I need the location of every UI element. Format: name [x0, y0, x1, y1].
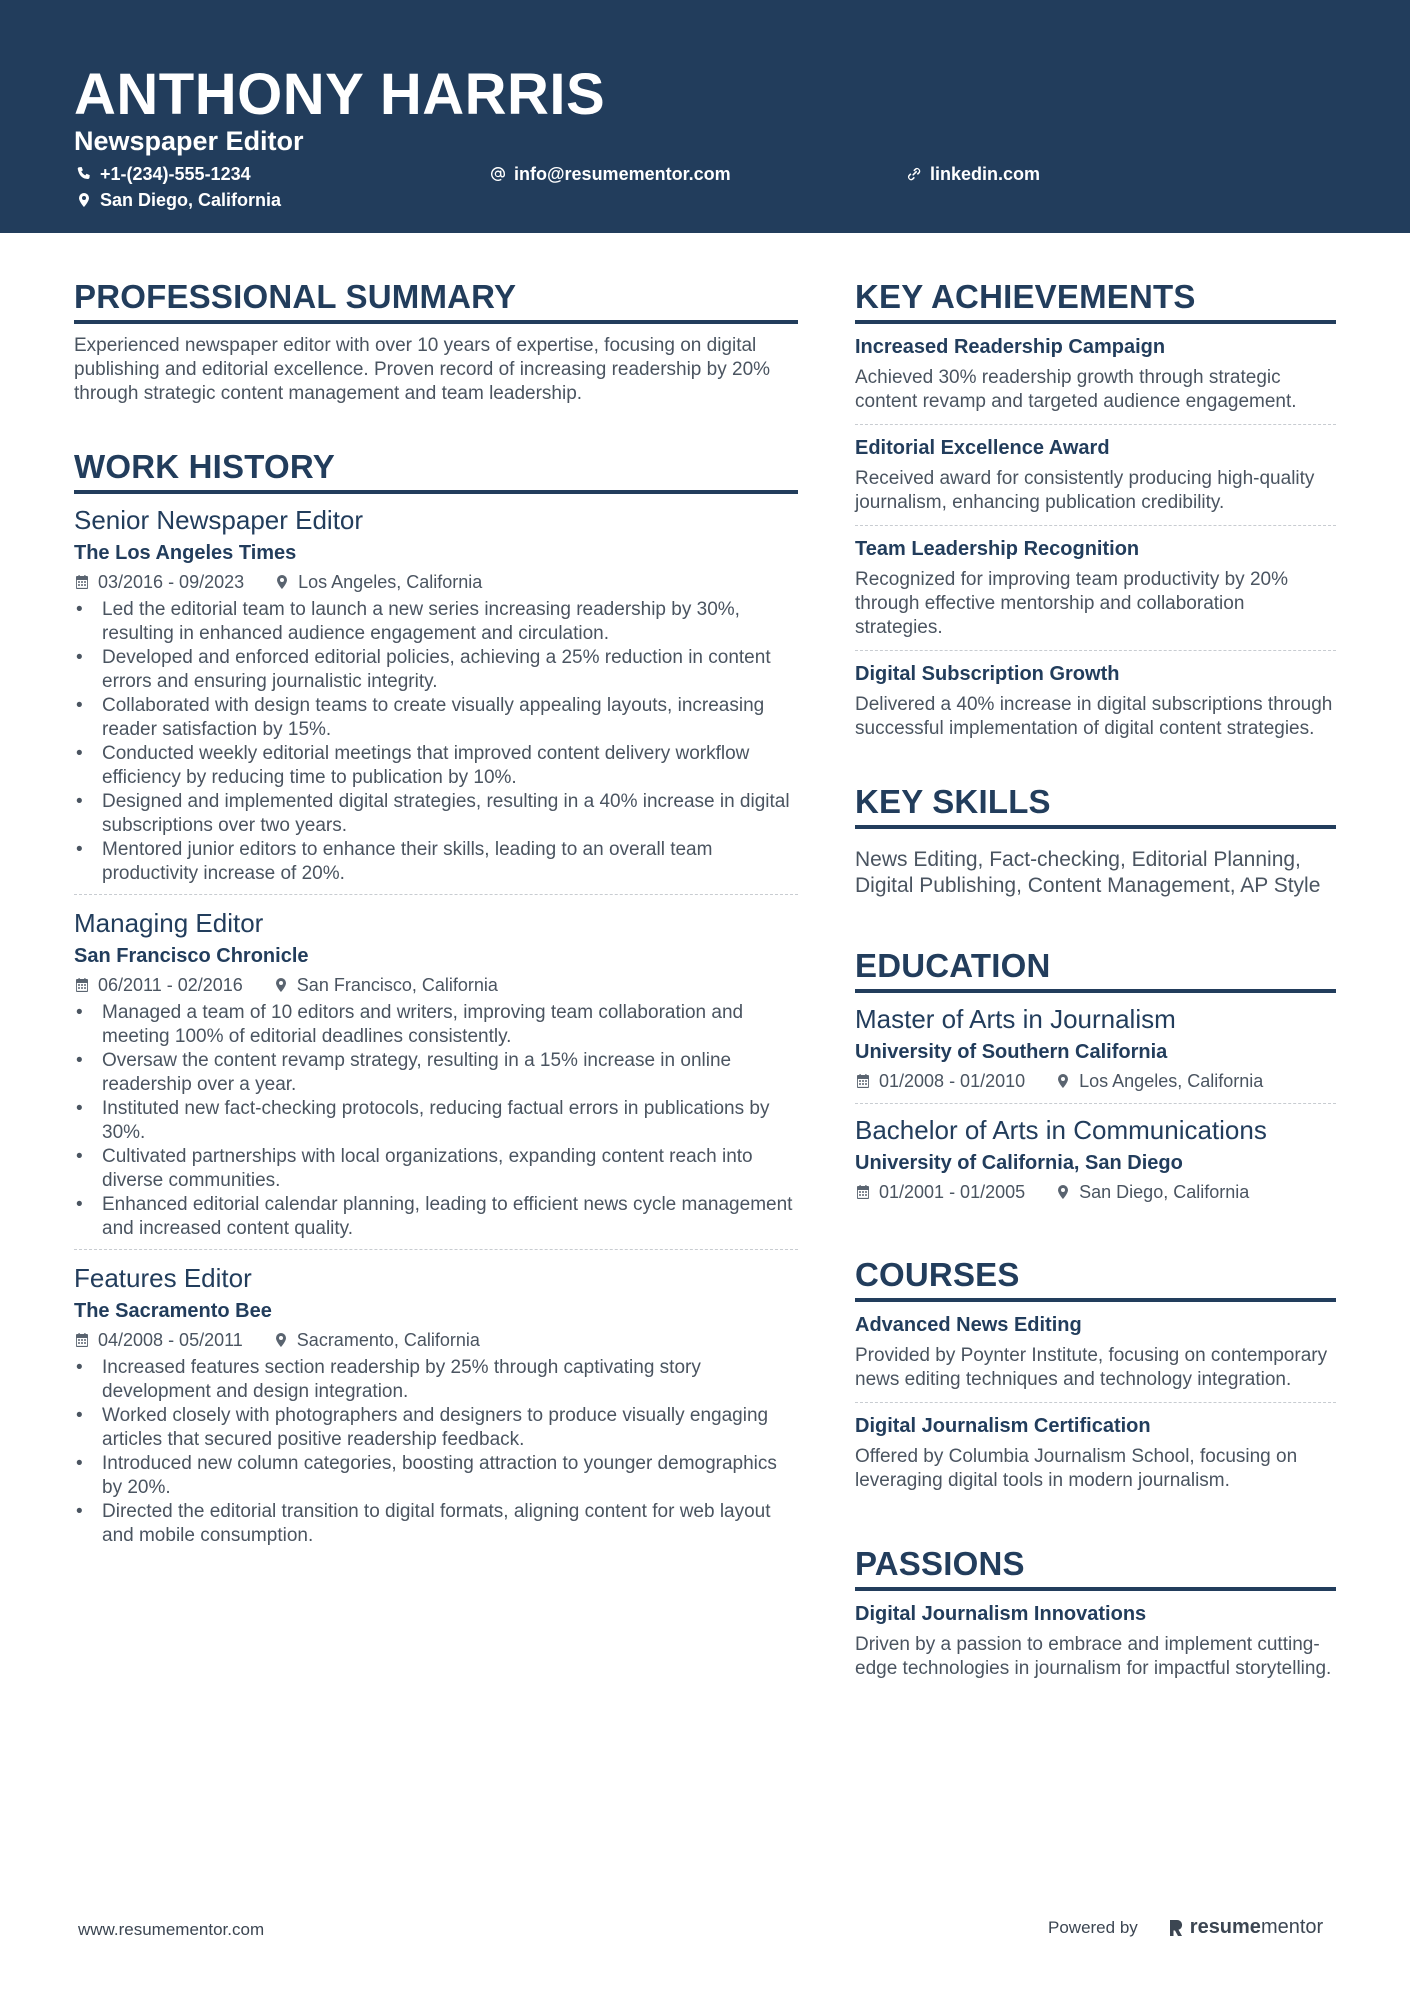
brand-mark-icon: [1168, 1918, 1184, 1938]
location-pin-icon: [76, 192, 92, 208]
location-pin-icon: [274, 574, 290, 590]
courses-item-desc: Offered by Columbia Journalism School, focusing on leveraging digital tools in modern journalism.: [855, 1446, 1298, 1491]
job-bullet: • Managed a team of 10 editors and writers, improving team collaboration and meeting 100% of editorial deadlines consistently.: [74, 1001, 798, 1049]
courses-heading: COURSES: [855, 1254, 1336, 1302]
job-bullet: • Designed and implemented digital strategies, resulting in a 40% increase in digital subscriptions over two years.: [74, 790, 798, 838]
job-title: Features Editor: [74, 1263, 252, 1293]
link-icon: [906, 166, 922, 182]
job-bullet: • Instituted new fact-checking protocols, reducing factual errors in publications by 30%.: [74, 1097, 798, 1145]
calendar-icon: [74, 1332, 90, 1348]
courses-item-title: Advanced News Editing: [855, 1314, 1082, 1336]
job-bullet: • Enhanced editorial calendar planning, leading to efficient news cycle management and increased content quality.: [74, 1193, 798, 1241]
job-bullet: • Oversaw the content revamp strategy, resulting in a 15% increase in online readership over a year.: [74, 1049, 798, 1097]
education-dates: 01/2008 - 01/2010: [879, 1071, 1026, 1091]
linkedin-text: linkedin.com: [930, 164, 1041, 184]
job-meta: [74, 1328, 798, 1352]
job-dates: 06/2011 - 02/2016: [98, 975, 243, 995]
passions-item: [855, 1591, 1336, 1691]
job-title: Managing Editor: [74, 908, 264, 938]
job-meta: [74, 570, 798, 594]
education-school: University of California, San Diego: [855, 1152, 1183, 1174]
job-bullets: [74, 598, 798, 886]
passions-item-title: Digital Journalism Innovations: [855, 1603, 1147, 1625]
brand-name-light: mentor: [1260, 1916, 1324, 1938]
job-bullet: • Collaborated with design teams to create visually appealing layouts, increasing reader satisfaction by 15%.: [74, 694, 798, 742]
location-pin-icon: [1055, 1073, 1071, 1089]
achievements-item-desc: Recognized for improving team productivity by 20% through effective mentorship and collaboration strategies.: [855, 569, 1288, 638]
job-location: San Francisco, California: [296, 975, 498, 995]
contact-email[interactable]: [490, 163, 731, 185]
job-location: Sacramento, California: [296, 1330, 480, 1350]
passions-heading: PASSIONS: [855, 1543, 1336, 1591]
achievements-item-title: Editorial Excellence Award: [855, 437, 1110, 459]
courses-item-desc: Provided by Poynter Institute, focusing on contemporary news editing techniques and technology integration.: [855, 1345, 1328, 1390]
achievement-list: [855, 324, 1336, 751]
brand-logo[interactable]: [1168, 1916, 1323, 1939]
job-entry: [74, 1249, 798, 1556]
achievements-item: [855, 651, 1336, 751]
job-list: [74, 504, 798, 1556]
achievements-heading: KEY ACHIEVEMENTS: [855, 276, 1336, 324]
education-degree: Master of Arts in Journalism: [855, 1004, 1176, 1034]
location-pin-icon: [273, 1332, 289, 1348]
job-bullet: • Increased features section readership by 25% through captivating story development and design integration.: [74, 1356, 798, 1404]
skills-heading: KEY SKILLS: [855, 781, 1336, 829]
achievements-item-desc: Received award for consistently producing high-quality journalism, enhancing publication credibility.: [855, 468, 1315, 513]
job-company: The Sacramento Bee: [74, 1300, 272, 1322]
achievements-item-desc: Delivered a 40% increase in digital subscriptions through successful implementation of digital content strategies.: [855, 694, 1333, 739]
education-entry: [855, 1103, 1336, 1214]
achievements-item: [855, 324, 1336, 425]
phone-icon: [76, 166, 92, 182]
education-section: [855, 945, 1336, 1214]
summary-section: [74, 276, 798, 406]
education-location: San Diego, California: [1079, 1182, 1250, 1202]
left-column: [74, 276, 798, 1556]
job-bullets: [74, 1001, 798, 1241]
summary-heading: PROFESSIONAL SUMMARY: [74, 276, 798, 324]
course-list: [855, 1302, 1336, 1503]
passions-section: [855, 1543, 1336, 1691]
job-location: Los Angeles, California: [298, 572, 483, 592]
job-entry: [74, 894, 798, 1249]
education-meta: [855, 1180, 1336, 1204]
job-dates: 03/2016 - 09/2023: [98, 572, 245, 592]
job-bullet: • Introduced new column categories, boosting attraction to younger demographics by 20%.: [74, 1452, 798, 1500]
contact-location: [76, 189, 281, 211]
at-icon: [490, 166, 506, 182]
calendar-icon: [855, 1073, 871, 1089]
footer-powered-by: [1048, 1916, 1323, 1939]
location-pin-icon: [273, 977, 289, 993]
job-dates: 04/2008 - 05/2011: [98, 1330, 243, 1350]
powered-by-label: Powered by: [1048, 1917, 1138, 1937]
education-location: Los Angeles, California: [1079, 1071, 1264, 1091]
passions-item-desc: Driven by a passion to embrace and implement cutting-edge technologies in journalism for impactful storytelling.: [855, 1634, 1332, 1679]
achievements-item-title: Digital Subscription Growth: [855, 663, 1120, 685]
resume-header: [0, 0, 1410, 233]
passion-list: [855, 1591, 1336, 1691]
location-pin-icon: [1055, 1184, 1071, 1200]
courses-section: [855, 1254, 1336, 1503]
work-history-section: [74, 446, 798, 1556]
courses-item: [855, 1302, 1336, 1403]
job-bullet: • Directed the editorial transition to digital formats, aligning content for web layout and mobile consumption.: [74, 1500, 798, 1548]
achievements-item-title: Increased Readership Campaign: [855, 336, 1166, 358]
job-bullet: • Mentored junior editors to enhance their skills, leading to an overall team productivity increase of 20%.: [74, 838, 798, 886]
email-text: info@resumementor.com: [514, 164, 731, 184]
calendar-icon: [855, 1184, 871, 1200]
job-bullet: • Worked closely with photographers and designers to produce visually engaging articles that secured positive readership feedback.: [74, 1404, 798, 1452]
work-history-heading: WORK HISTORY: [74, 446, 798, 494]
skills-section: [855, 781, 1336, 899]
skills-text: News Editing, Fact-checking, Editorial Planning, Digital Publishing, Content Management, AP Style: [855, 848, 1321, 897]
courses-item-title: Digital Journalism Certification: [855, 1415, 1151, 1437]
summary-text: Experienced newspaper editor with over 10 years of expertise, focusing on digital publishing and editorial excellence. Proven record of increasing readership by 20% through strategic content management and team leadership.: [74, 335, 771, 404]
job-bullets: [74, 1356, 798, 1548]
contact-linkedin[interactable]: [906, 163, 1040, 185]
job-bullet: • Developed and enforced editorial policies, achieving a 25% reduction in content errors and ensuring journalistic integrity.: [74, 646, 798, 694]
achievements-item: [855, 425, 1336, 526]
courses-item: [855, 1403, 1336, 1503]
job-bullet: • Conducted weekly editorial meetings that improved content delivery workflow efficiency by reducing time to publication by 10%.: [74, 742, 798, 790]
achievements-item-desc: Achieved 30% readership growth through strategic content revamp and targeted audience engagement.: [855, 367, 1297, 412]
education-list: [855, 993, 1336, 1214]
candidate-name: ANTHONY HARRIS: [74, 62, 606, 127]
education-heading: EDUCATION: [855, 945, 1336, 993]
job-entry: [74, 504, 798, 894]
footer-website[interactable]: www.resumementor.com: [78, 1920, 265, 1939]
job-bullet: • Led the editorial team to launch a new series increasing readership by 30%, resulting in enhanced audience engagement and circulation.: [74, 598, 798, 646]
candidate-title: Newspaper Editor: [74, 126, 304, 156]
contact-phone[interactable]: [76, 163, 251, 185]
achievements-item: [855, 526, 1336, 651]
phone-text: +1-(234)-555-1234: [100, 164, 251, 184]
education-meta: [855, 1069, 1336, 1093]
education-entry: [855, 993, 1336, 1103]
location-text: San Diego, California: [100, 190, 282, 210]
education-dates: 01/2001 - 01/2005: [879, 1182, 1026, 1202]
job-title: Senior Newspaper Editor: [74, 505, 364, 535]
job-company: San Francisco Chronicle: [74, 945, 309, 967]
education-school: University of Southern California: [855, 1041, 1168, 1063]
job-bullet: • Cultivated partnerships with local organizations, expanding content reach into diverse communities.: [74, 1145, 798, 1193]
achievements-item-title: Team Leadership Recognition: [855, 538, 1140, 560]
calendar-icon: [74, 574, 90, 590]
brand-name-bold: resume: [1189, 1916, 1261, 1938]
education-degree: Bachelor of Arts in Communications: [855, 1115, 1267, 1145]
right-column: [855, 276, 1336, 1691]
calendar-icon: [74, 977, 90, 993]
job-company: The Los Angeles Times: [74, 542, 297, 564]
job-meta: [74, 973, 798, 997]
achievements-section: [855, 276, 1336, 751]
